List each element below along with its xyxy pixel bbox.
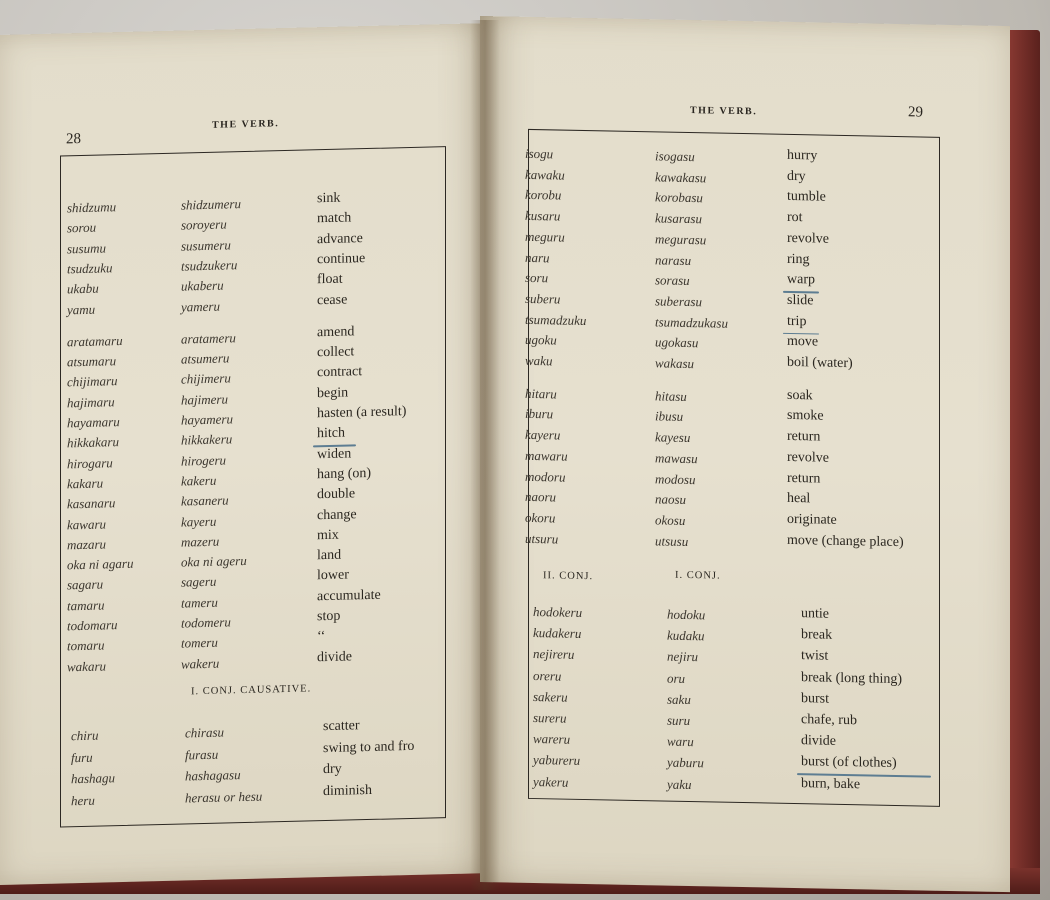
left-page bbox=[0, 23, 492, 885]
verb-form-1: soru bbox=[525, 270, 549, 286]
verb-form-1: tomaru bbox=[67, 637, 105, 654]
verb-form-1: tsumadzuku bbox=[525, 311, 587, 328]
table-row bbox=[525, 530, 939, 559]
verb-form-2: okosu bbox=[655, 512, 686, 528]
verb-form-1: hikkakaru bbox=[67, 434, 119, 451]
meaning: change bbox=[317, 506, 357, 523]
verb-form-2: kudaku bbox=[667, 627, 705, 644]
verb-form-1: chiru bbox=[71, 727, 99, 744]
verb-form-1: mazaru bbox=[67, 536, 107, 553]
verb-form-2: kasaneru bbox=[181, 492, 229, 509]
meaning: dry bbox=[323, 761, 342, 778]
verb-form-1: todomaru bbox=[67, 617, 118, 634]
meaning: hitch bbox=[317, 425, 345, 442]
left-running-head: THE VERB. bbox=[212, 118, 280, 131]
verb-form-1: modoru bbox=[525, 468, 566, 485]
meaning: match bbox=[317, 210, 352, 227]
meaning: move bbox=[787, 334, 819, 350]
verb-form-2: kakeru bbox=[181, 472, 217, 489]
verb-form-1: kayeru bbox=[525, 426, 561, 443]
verb-form-1: sagaru bbox=[67, 576, 104, 593]
meaning: twist bbox=[801, 648, 829, 665]
meaning: return bbox=[787, 470, 821, 487]
meaning: burn, bake bbox=[801, 775, 861, 792]
verb-form-2: hodoku bbox=[667, 606, 706, 623]
verb-form-1: waku bbox=[525, 352, 553, 369]
right-section-heading-right: I. CONJ. bbox=[675, 569, 721, 582]
verb-form-2: aratameru bbox=[181, 330, 236, 347]
verb-form-2: kusarasu bbox=[655, 210, 702, 227]
verb-form-1: hashagu bbox=[71, 770, 116, 787]
verb-form-1: sureru bbox=[533, 710, 567, 726]
verb-form-1: kakaru bbox=[67, 475, 104, 492]
meaning: divide bbox=[317, 648, 352, 665]
verb-form-2: hikkakeru bbox=[181, 431, 233, 448]
verb-form-2: waru bbox=[667, 733, 694, 750]
verb-form-1: yabureru bbox=[533, 752, 581, 769]
verb-form-2: yaku bbox=[667, 776, 692, 792]
meaning: float bbox=[317, 271, 343, 288]
verb-form-2: chirasu bbox=[185, 724, 224, 741]
verb-form-2: yameru bbox=[181, 298, 220, 315]
verb-form-2: saku bbox=[667, 691, 691, 707]
verb-form-1: nejireru bbox=[533, 646, 575, 663]
meaning: revolve bbox=[787, 230, 829, 247]
meaning: begin bbox=[317, 385, 349, 401]
verb-form-1: heru bbox=[71, 792, 95, 808]
verb-form-1: aratamaru bbox=[67, 332, 123, 350]
meaning: accumulate bbox=[317, 587, 381, 604]
meaning: double bbox=[317, 486, 356, 503]
verb-form-2: todomeru bbox=[181, 614, 231, 631]
verb-form-2: korobasu bbox=[655, 189, 703, 206]
right-page-number: 29 bbox=[908, 104, 923, 121]
left-main-rows bbox=[61, 147, 445, 674]
meaning: diminish bbox=[323, 782, 373, 799]
verb-form-1: suberu bbox=[525, 290, 561, 307]
meaning: hurry bbox=[787, 147, 818, 164]
verb-form-1: sakeru bbox=[533, 688, 568, 705]
verb-form-2: kayeru bbox=[181, 513, 217, 530]
verb-form-2: shidzumeru bbox=[181, 196, 241, 213]
verb-form-2: atsumeru bbox=[181, 350, 230, 367]
verb-form-2: ugokasu bbox=[655, 334, 699, 351]
meaning: contract bbox=[317, 364, 363, 381]
verb-form-2: soroyeru bbox=[181, 216, 227, 233]
verb-form-1: kudakeru bbox=[533, 625, 582, 642]
meaning: mix bbox=[317, 527, 339, 544]
meaning: slide bbox=[787, 292, 814, 309]
verb-form-1: utsuru bbox=[525, 530, 559, 547]
meaning: tumble bbox=[787, 189, 826, 206]
verb-form-2: sorasu bbox=[655, 272, 690, 289]
verb-form-2: mazeru bbox=[181, 533, 220, 550]
verb-form-1: meguru bbox=[525, 228, 565, 245]
meaning: move (change place) bbox=[787, 532, 904, 550]
verb-form-1: hitaru bbox=[525, 385, 557, 402]
meaning: return bbox=[787, 428, 821, 445]
verb-form-1: chijimaru bbox=[67, 373, 118, 390]
meaning: widen bbox=[317, 446, 352, 462]
verb-form-2: isogasu bbox=[655, 148, 695, 165]
verb-form-1: kawaku bbox=[525, 166, 565, 183]
meaning: stop bbox=[317, 608, 341, 625]
meaning: advance bbox=[317, 230, 363, 247]
verb-form-2: oka ni ageru bbox=[181, 553, 247, 570]
verb-form-2: hashagasu bbox=[185, 767, 241, 784]
verb-form-2: wakasu bbox=[655, 355, 694, 372]
meaning: lower bbox=[317, 567, 349, 584]
right-section-heading-left: II. CONJ. bbox=[543, 570, 594, 583]
left-page-number: 28 bbox=[66, 131, 81, 148]
verb-form-2: hajimeru bbox=[181, 391, 228, 408]
meaning: boil (water) bbox=[787, 354, 853, 372]
meaning: continue bbox=[317, 250, 366, 268]
meaning: land bbox=[317, 547, 342, 564]
verb-form-1: furu bbox=[71, 749, 93, 765]
meaning: warp bbox=[787, 272, 815, 288]
verb-form-1: okoru bbox=[525, 509, 556, 526]
meaning: burst (of clothes) bbox=[801, 754, 897, 772]
verb-form-2: hitasu bbox=[655, 388, 687, 404]
right-page bbox=[480, 16, 1010, 892]
verb-form-2: kawakasu bbox=[655, 169, 707, 186]
meaning: ‘‘ bbox=[317, 629, 326, 645]
verb-form-1: hajimaru bbox=[67, 393, 115, 411]
verb-form-2: kayesu bbox=[655, 429, 691, 446]
verb-form-1: isogu bbox=[525, 145, 554, 162]
verb-form-1: kusaru bbox=[525, 207, 561, 224]
verb-form-2: wakeru bbox=[181, 655, 220, 672]
verb-form-2: tsumadzukasu bbox=[655, 313, 728, 331]
verb-form-1: wareru bbox=[533, 731, 571, 747]
verb-form-2: megurasu bbox=[655, 231, 707, 248]
verb-form-2: ibusu bbox=[655, 408, 684, 425]
meaning: cease bbox=[317, 292, 348, 308]
verb-form-2: modosu bbox=[655, 470, 696, 487]
meaning: dry bbox=[787, 168, 806, 184]
verb-form-1: naru bbox=[525, 249, 550, 265]
verb-form-2: sageru bbox=[181, 574, 217, 590]
meaning: rot bbox=[787, 209, 803, 226]
verb-form-2: suberasu bbox=[655, 293, 702, 310]
verb-form-1: yamu bbox=[67, 301, 96, 317]
left-section-heading: I. CONJ. CAUSATIVE. bbox=[191, 683, 312, 698]
verb-form-1: tamaru bbox=[67, 597, 105, 614]
verb-form-2: hayameru bbox=[181, 411, 233, 428]
right-main-rows bbox=[525, 130, 939, 550]
meaning: untie bbox=[801, 606, 829, 622]
meaning: revolve bbox=[787, 449, 829, 466]
meaning: originate bbox=[787, 511, 837, 528]
meaning: hasten (a result) bbox=[317, 404, 407, 422]
verb-form-1: yakeru bbox=[533, 773, 569, 790]
verb-form-2: susumeru bbox=[181, 236, 231, 254]
meaning: divide bbox=[801, 733, 836, 750]
meaning: ring bbox=[787, 251, 810, 267]
meaning: break bbox=[801, 627, 833, 643]
meaning: trip bbox=[787, 313, 807, 329]
verb-form-2: mawasu bbox=[655, 450, 698, 466]
verb-form-1: sorou bbox=[67, 219, 97, 236]
meaning: amend bbox=[317, 324, 355, 341]
verb-form-2: herasu or hesu bbox=[185, 788, 263, 805]
verb-form-1: oka ni agaru bbox=[67, 555, 134, 573]
verb-form-2: furasu bbox=[185, 746, 219, 762]
meaning: collect bbox=[317, 344, 355, 361]
verb-form-1: shidzumu bbox=[67, 199, 117, 216]
verb-form-1: iburu bbox=[525, 406, 554, 422]
book-gutter bbox=[470, 20, 500, 890]
meaning: chafe, rub bbox=[801, 712, 857, 729]
verb-form-1: mawaru bbox=[525, 447, 568, 464]
meaning: smoke bbox=[787, 408, 824, 424]
verb-form-1: kawaru bbox=[67, 515, 106, 532]
verb-form-2: utsusu bbox=[655, 532, 689, 549]
verb-form-2: ukaberu bbox=[181, 277, 224, 294]
verb-form-1: susumu bbox=[67, 240, 107, 256]
verb-form-2: naosu bbox=[655, 491, 687, 508]
verb-form-2: hirogeru bbox=[181, 452, 227, 469]
verb-form-1: ugoku bbox=[525, 332, 557, 348]
verb-form-2: nejiru bbox=[667, 648, 699, 665]
meaning: swing to and fro bbox=[323, 738, 415, 756]
meaning: scatter bbox=[323, 718, 360, 735]
left-table-frame bbox=[60, 146, 446, 827]
verb-form-1: ukabu bbox=[67, 280, 99, 297]
verb-form-1: tsudzuku bbox=[67, 260, 113, 277]
verb-form-2: yaburu bbox=[667, 754, 704, 771]
right-table-frame bbox=[525, 129, 940, 807]
meaning: hang (on) bbox=[317, 465, 372, 483]
verb-form-1: wakaru bbox=[67, 658, 106, 674]
meaning: soak bbox=[787, 387, 813, 404]
verb-form-1: atsumaru bbox=[67, 353, 117, 370]
verb-form-1: hirogaru bbox=[67, 454, 113, 471]
verb-form-2: tameru bbox=[181, 594, 218, 611]
verb-form-2: oru bbox=[667, 670, 686, 686]
verb-form-2: suru bbox=[667, 712, 691, 729]
verb-form-2: narasu bbox=[655, 251, 692, 268]
meaning: sink bbox=[317, 190, 341, 207]
right-running-head: THE VERB. bbox=[690, 105, 758, 118]
meaning: heal bbox=[787, 491, 811, 507]
verb-form-1: naoru bbox=[525, 489, 557, 505]
verb-form-1: hayamaru bbox=[67, 414, 120, 431]
verb-form-1: oreru bbox=[533, 667, 562, 684]
verb-form-2: tsudzukeru bbox=[181, 257, 238, 274]
verb-form-1: hodokeru bbox=[533, 604, 583, 620]
meaning: burst bbox=[801, 690, 829, 707]
verb-form-2: tomeru bbox=[181, 634, 218, 651]
verb-form-2: chijimeru bbox=[181, 370, 231, 387]
verb-form-1: korobu bbox=[525, 187, 562, 203]
verb-form-1: kasanaru bbox=[67, 495, 116, 512]
meaning: break (long thing) bbox=[801, 669, 903, 687]
